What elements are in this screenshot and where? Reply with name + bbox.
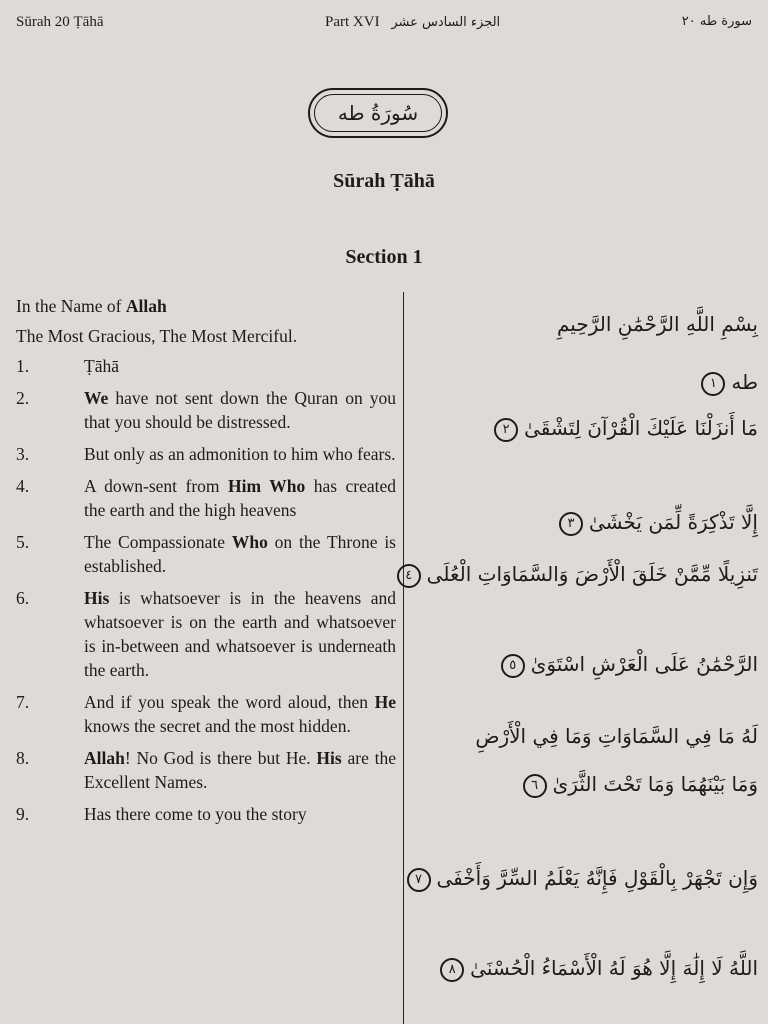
verse-number: 7. [16, 692, 30, 712]
arabic-verse-line [397, 562, 758, 588]
running-header-left: Sūrah 20 Ṭāhā [16, 14, 104, 30]
verse-item [16, 802, 396, 826]
arabic-verse-line [559, 510, 758, 536]
verse-item [16, 442, 396, 466]
verse-number: 4. [16, 476, 30, 496]
verse-number: 3. [16, 444, 30, 464]
surah-title: Sūrah Ṭāhā [333, 170, 435, 192]
verse-number: 2. [16, 388, 30, 408]
arabic-verse-text: طه [731, 370, 758, 394]
arabic-verse-text: اللَّهُ لَا إِلَٰهَ إِلَّا هُوَ لَهُ الْأَسْمَاءُ الْحُسْنَىٰ [470, 956, 758, 980]
verse-end-marker-icon: ٢ [494, 418, 518, 442]
verse-end-marker-icon: ٦ [523, 774, 547, 798]
arabic-verse-line [701, 370, 758, 396]
verse-item [16, 530, 396, 578]
column-divider [403, 292, 404, 1024]
arabic-verse-line [494, 416, 758, 442]
arabic-verse-text: تَنزِيلًا مِّمَّنْ خَلَقَ الْأَرْضَ وَالسَّمَاوَاتِ الْعُلَى [426, 562, 758, 586]
part-label: Part XVI [325, 14, 380, 30]
arabic-verse-text: وَإِن تَجْهَرْ بِالْقَوْلِ فَإِنَّهُ يَعْلَمُ السِّرَّ وَأَخْفَى [436, 866, 758, 890]
verse-number: 1. [16, 356, 30, 376]
running-header-center [325, 14, 500, 31]
surah-title-cartouche [308, 88, 448, 138]
translation-column [16, 294, 396, 834]
verse-list [16, 354, 396, 826]
surah-title-arabic: سُورَةُ طه [337, 101, 419, 125]
verse-text: And if you speak the word aloud, then He knows the secret and the most hidden. [84, 692, 396, 736]
verse-text: The Compassionate Who on the Throne is established. [84, 532, 396, 576]
verse-end-marker-icon: ٧ [407, 868, 431, 892]
arabic-verse-text: إِلَّا تَذْكِرَةً لِّمَن يَخْشَىٰ [588, 510, 758, 534]
arabic-verse-line [440, 956, 758, 982]
verse-item [16, 690, 396, 738]
verse-end-marker-icon: ٤ [397, 564, 421, 588]
verse-number: 5. [16, 532, 30, 552]
arabic-verse-text: الرَّحْمَٰنُ عَلَى الْعَرْشِ اسْتَوَىٰ [530, 652, 758, 676]
verse-item [16, 746, 396, 794]
verse-text: But only as an admonition to him who fears. [84, 444, 396, 464]
verse-text: Ṭāhā [84, 356, 119, 376]
verse-number: 6. [16, 588, 30, 608]
verse-item [16, 474, 396, 522]
arabic-verse-text: وَمَا بَيْنَهُمَا وَمَا تَحْتَ الثَّرَىٰ [552, 772, 758, 796]
verse-item [16, 354, 396, 378]
verse-text: A down-sent from Him Who has created the earth and the high heavens [84, 476, 396, 520]
verse-text: Has there come to you the story [84, 804, 307, 824]
arabic-verse-text: مَا أَنزَلْنَا عَلَيْكَ الْقُرْآنَ لِتَشْقَىٰ [524, 416, 758, 440]
verse-item [16, 586, 396, 682]
verse-end-marker-icon: ٨ [440, 958, 464, 982]
arabic-verse-line [475, 724, 758, 748]
bismillah-line-2: The Most Gracious, The Most Merciful. [16, 326, 298, 346]
verse-text: His is whatsoever is in the heavens and whatsoever is on the earth and whatsoever is in-between and whatsoever is underneath the earth. [84, 588, 396, 680]
arabic-verse-text: لَهُ مَا فِي السَّمَاوَاتِ وَمَا فِي الْأَرْضِ [475, 724, 758, 748]
verse-item [16, 386, 396, 434]
arabic-verse-line [557, 312, 758, 336]
verse-end-marker-icon: ١ [701, 372, 725, 396]
running-header-right: سورة طه ٢٠ [681, 14, 752, 29]
verse-end-marker-icon: ٥ [501, 654, 525, 678]
verse-end-marker-icon: ٣ [559, 512, 583, 536]
arabic-verse-line [407, 866, 759, 892]
part-label-arabic: الجزء السادس عشر [391, 15, 501, 30]
arabic-verse-text: بِسْمِ اللَّهِ الرَّحْمَٰنِ الرَّحِيمِ [556, 312, 758, 336]
arabic-verse-line [523, 772, 758, 798]
verse-text: We have not sent down the Quran on you that you should be distressed. [84, 388, 396, 432]
arabic-verse-line [501, 652, 758, 678]
verse-text: Allah! No God is there but He. His are the Excellent Names. [84, 748, 396, 792]
verse-number: 8. [16, 748, 30, 768]
section-heading: Section 1 [345, 246, 423, 268]
verse-number: 9. [16, 804, 30, 824]
bismillah-line-1: In the Name of Allah [16, 296, 167, 316]
